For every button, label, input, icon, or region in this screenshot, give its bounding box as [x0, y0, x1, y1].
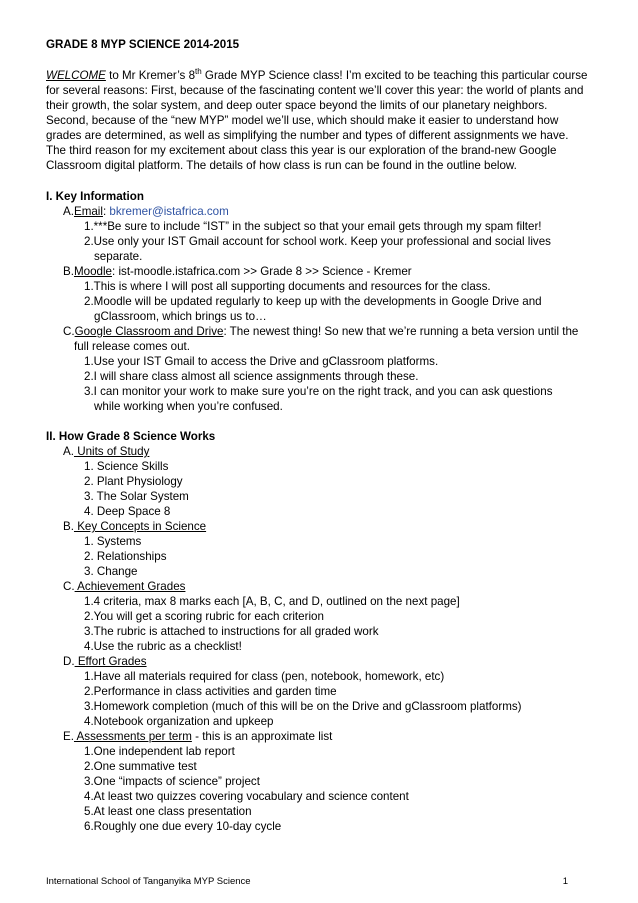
list-item: 3.I can monitor your work to make sure you’re on the right track, and you can ask questions	[84, 385, 553, 398]
subsection-units-of-study: A. Units of Study	[63, 445, 150, 458]
list-item-continuation: separate.	[94, 250, 143, 263]
page-title: GRADE 8 MYP SCIENCE 2014-2015	[46, 38, 240, 51]
list-item: 2.Use only your IST Gmail account for school work. Keep your professional and social lives	[84, 235, 551, 248]
subsection-google-classroom: C.Google Classroom and Drive: The newest thing! So new that we’re running a beta version until the	[63, 325, 579, 338]
intro-paragraph: WELCOME to Mr Kremer’s 8th Grade MYP Science class! I’m excited to be teaching this particular course for several reasons: First, because of the fascinating content we’ll cover this year: the world of plants and their growth, the solar system, and deep outer space beyond the limits of our planetary neighbors. Second, because of the “new MYP” model we’ll use, which should make it easier to understand how grades are determined, as well as simplifying the number and types of different assignments we have. The third reason for my excitement about class this year is our exploration of the brand-new Google Classroom digital platform. The details of how class is run can be found in the outline below.	[46, 67, 588, 172]
email-link[interactable]: bkremer@istafrica.com	[109, 205, 229, 218]
list-item: 2. Relationships	[84, 550, 167, 563]
page-number: 1	[562, 876, 568, 887]
list-item: 2.Performance in class activities and garden time	[84, 685, 337, 698]
list-item: 1.This is where I will post all supporting documents and resources for the class.	[84, 280, 491, 293]
list-item: 1.One independent lab report	[84, 745, 235, 758]
subsection-moodle: B.Moodle: ist-moodle.istafrica.com >> Grade 8 >> Science - Kremer	[63, 265, 412, 278]
section-heading-key-information: I. Key Information	[46, 190, 144, 203]
list-item: 1.Have all materials required for class (pen, notebook, homework, etc)	[84, 670, 445, 683]
list-item: 1.4 criteria, max 8 marks each [A, B, C, and D, outlined on the next page]	[84, 595, 460, 608]
list-item: 2.I will share class almost all science assignments through these.	[84, 370, 419, 383]
list-item: 2. Plant Physiology	[84, 475, 183, 488]
subsection-continuation: full release comes out.	[74, 340, 190, 353]
list-item: 4.Notebook organization and upkeep	[84, 715, 274, 728]
subsection-achievement-grades: C. Achievement Grades	[63, 580, 186, 593]
list-item: 4. Deep Space 8	[84, 505, 171, 518]
list-item: 1.***Be sure to include “IST” in the subject so that your email gets through my spam filter!	[84, 220, 542, 233]
subsection-assessments: E. Assessments per term - this is an approximate list	[63, 730, 333, 743]
list-item: 2.One summative test	[84, 760, 197, 773]
list-item-continuation: gClassroom, which brings us to…	[94, 310, 267, 323]
list-item: 3.The rubric is attached to instructions for all graded work	[84, 625, 379, 638]
subsection-key-concepts: B. Key Concepts in Science	[63, 520, 207, 533]
list-item: 3. Change	[84, 565, 138, 578]
list-item: 4.Use the rubric as a checklist!	[84, 640, 242, 653]
list-item: 2.You will get a scoring rubric for each criterion	[84, 610, 324, 623]
page-footer	[46, 876, 568, 888]
list-item: 1. Systems	[84, 535, 142, 548]
subsection-effort-grades: D. Effort Grades	[63, 655, 147, 668]
list-item: 1.Use your IST Gmail to access the Drive and gClassroom platforms.	[84, 355, 439, 368]
list-item: 3. The Solar System	[84, 490, 189, 503]
list-item: 6.Roughly one due every 10-day cycle	[84, 820, 282, 833]
list-item: 3.Homework completion (much of this will be on the Drive and gClassroom platforms)	[84, 700, 522, 713]
list-item: 3.One “impacts of science” project	[84, 775, 260, 788]
welcome-word: WELCOME	[46, 69, 106, 82]
footer-school-name: International School of Tanganyika MYP Science	[46, 876, 251, 887]
list-item: 1. Science Skills	[84, 460, 169, 473]
section-heading-how-science-works: II. How Grade 8 Science Works	[46, 430, 216, 443]
subsection-email: A.Email: bkremer@istafrica.com	[63, 205, 229, 218]
document-page	[46, 37, 598, 834]
list-item: 4.At least two quizzes covering vocabulary and science content	[84, 790, 409, 803]
list-item-continuation: while working when you’re confused.	[94, 400, 283, 413]
list-item: 2.Moodle will be updated regularly to keep up with the developments in Google Drive and	[84, 295, 542, 308]
list-item: 5.At least one class presentation	[84, 805, 252, 818]
